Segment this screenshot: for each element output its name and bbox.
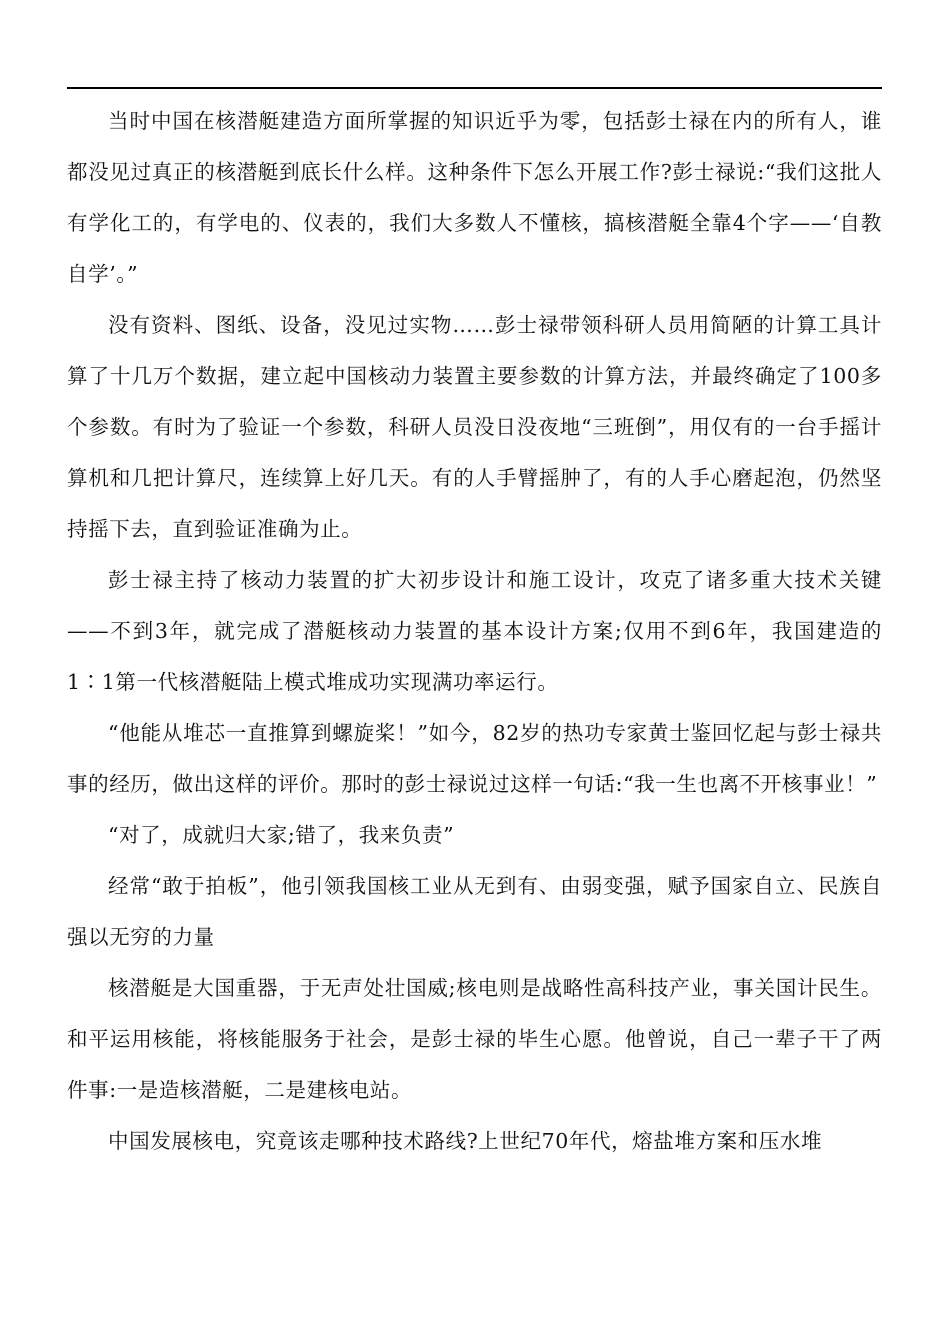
paragraph-5: 核潜艇是大国重器，于无声处壮国威;核电则是战略性高科技产业，事关国计民生。和平运用核能，将核能服务于社会，是彭士禄的毕生心愿。他曾说，自己一辈子干了两件事:一是造核潜艇，二是建核电站。	[67, 976, 882, 1102]
section-heading: “对了，成就归大家;错了，我来负责”	[108, 823, 455, 847]
paragraph-4: “他能从堆芯一直推算到螺旋桨！”如今，82岁的热功专家黄士鉴回忆起与彭士禄共事的经历，做出这样的评价。那时的彭士禄说过这样一句话:“我一生也离不开核事业！”	[67, 721, 882, 796]
document-body	[67, 96, 882, 1167]
section-subheading: 经常“敢于拍板”，他引领我国核工业从无到有、由弱变强，赋予国家自立、民族自强以无穷的力量	[67, 874, 882, 949]
paragraph-6: 中国发展核电，究竟该走哪种技术路线?上世纪70年代，熔盐堆方案和压水堆	[108, 1129, 823, 1153]
paragraph-2: 没有资料、图纸、设备，没见过实物……彭士禄带领科研人员用简陋的计算工具计算了十几万个数据，建立起中国核动力装置主要参数的计算方法，并最终确定了100多个参数。有时为了验证一个参数，科研人员没日没夜地“三班倒”，用仅有的一台手摇计算机和几把计算尺，连续算上好几天。有的人手臂摇肿了，有的人手心磨起泡，仍然坚持摇下去，直到验证准确为止。	[67, 313, 882, 541]
paragraph-3: 彭士禄主持了核动力装置的扩大初步设计和施工设计，攻克了诸多重大技术关键——不到3年，就完成了潜艇核动力装置的基本设计方案;仅用不到6年，我国建造的1∶1第一代核潜艇陆上模式堆成功实现满功率运行。	[67, 568, 882, 694]
header-rule	[67, 87, 882, 89]
paragraph-1: 当时中国在核潜艇建造方面所掌握的知识近乎为零，包括彭士禄在内的所有人，谁都没见过真正的核潜艇到底长什么样。这种条件下怎么开展工作?彭士禄说:“我们这批人有学化工的，有学电的、仪表的，我们大多数人不懂核，搞核潜艇全靠4个字——‘自教自学’。”	[67, 109, 882, 286]
